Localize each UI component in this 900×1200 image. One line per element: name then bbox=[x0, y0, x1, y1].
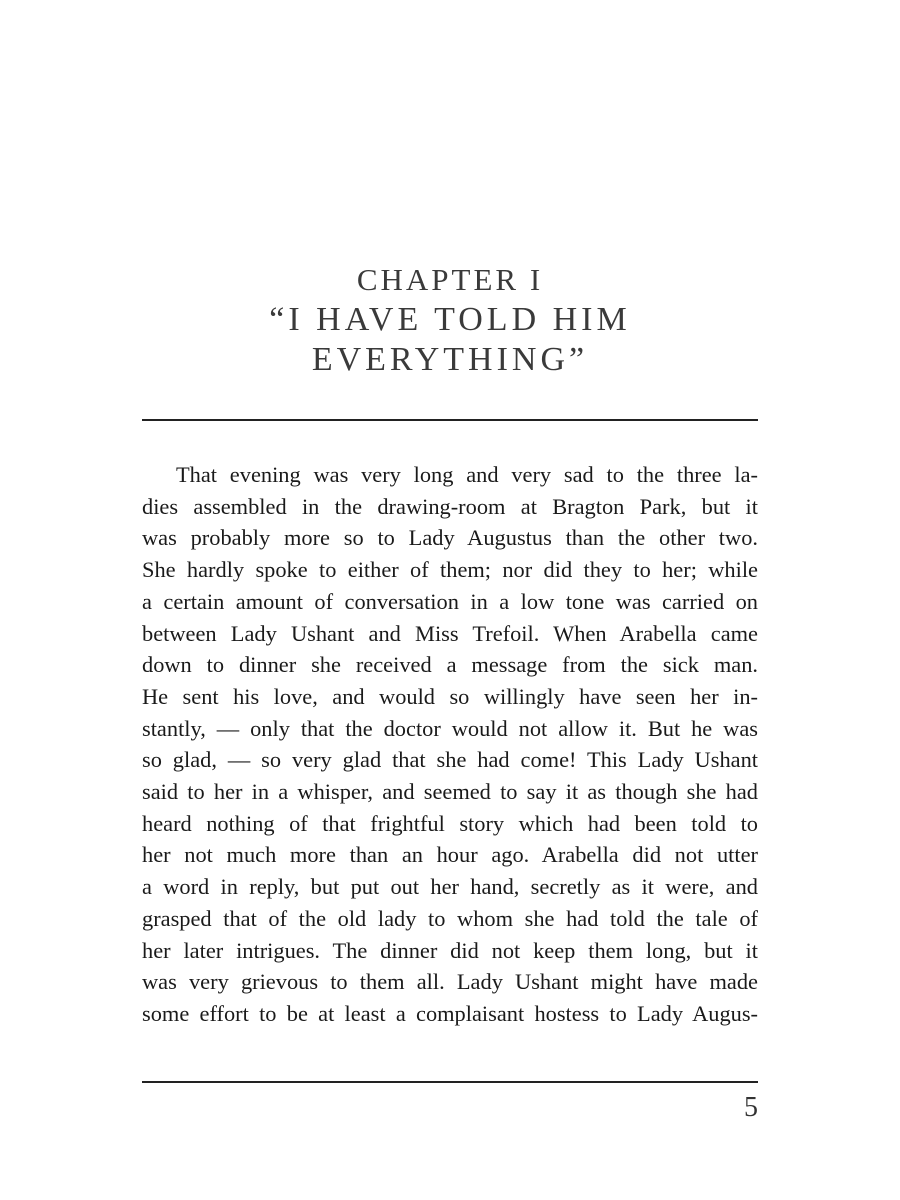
text-line: She hardly spoke to either of them; nor did they to her; while bbox=[142, 557, 758, 583]
text-line: was probably more so to Lady Augustus than the other two. bbox=[142, 525, 758, 551]
text-line: heard nothing of that frightful story which had been told to bbox=[142, 810, 758, 836]
chapter-number: CHAPTER I bbox=[356, 262, 544, 297]
page-number: 5 bbox=[744, 1092, 758, 1123]
text-line: down to dinner she received a message from the sick man. bbox=[142, 652, 758, 678]
text-line: That evening was very long and very sad to the three la- bbox=[176, 462, 758, 487]
text-line: some effort to be at least a complaisant hostess to Lady Augus- bbox=[142, 1000, 758, 1026]
body-text bbox=[142, 459, 758, 1030]
text-line: so glad, — so very glad that she had come! This Lady Ushant bbox=[142, 747, 758, 773]
chapter-title-line-1: “I HAVE TOLD HIM bbox=[269, 301, 631, 338]
top-rule bbox=[142, 419, 758, 421]
text-line: grasped that of the old lady to whom she had told the tale of bbox=[142, 905, 758, 931]
text-line: was very grievous to them all. Lady Ushant might have made bbox=[142, 969, 758, 995]
text-line: He sent his love, and would so willingly have seen her in- bbox=[142, 683, 758, 709]
text-line: stantly, — only that the doctor would not allow it. But he was bbox=[142, 715, 758, 741]
chapter-title bbox=[0, 300, 900, 380]
text-line: between Lady Ushant and Miss Trefoil. When Arabella came bbox=[142, 620, 758, 646]
text-line: her later intrigues. The dinner did not keep them long, but it bbox=[142, 937, 758, 963]
text-line: her not much more than an hour ago. Arabella did not utter bbox=[142, 842, 758, 868]
text-line: said to her in a whisper, and seemed to say it as though she had bbox=[142, 779, 758, 805]
chapter-title-line-2: EVERYTHING” bbox=[311, 341, 589, 378]
bottom-rule bbox=[142, 1081, 758, 1083]
text-line: a certain amount of conversation in a low tone was carried on bbox=[142, 588, 758, 614]
text-line: dies assembled in the drawing-room at Bragton Park, but it bbox=[142, 493, 758, 519]
text-line: a word in reply, but put out her hand, secretly as it were, and bbox=[142, 874, 758, 900]
